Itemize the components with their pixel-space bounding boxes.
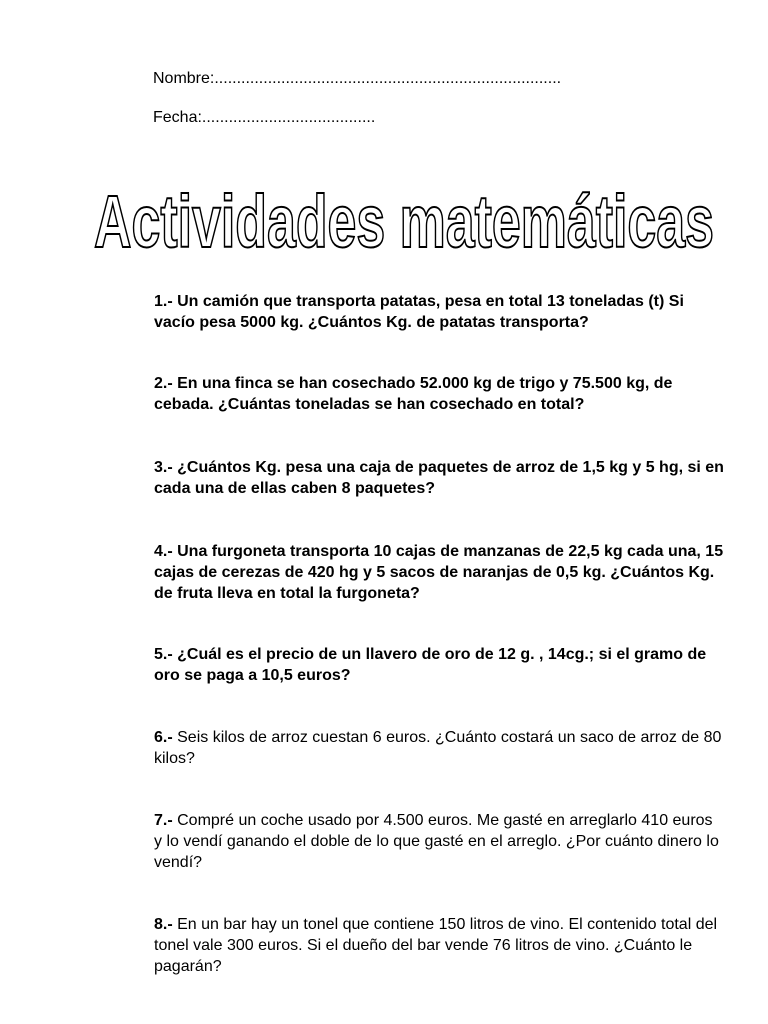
problem-text: Un camión que transporta patatas, pesa en total 13 toneladas (t) Si vacío pesa 5000 kg. ¿Cuántos Kg. de patatas transporta?: [154, 293, 684, 331]
problem-text: En un bar hay un tonel que contiene 150 litros de vino. El contenido total del tonel vale 300 euros. Si el dueño del bar vende 76 litros de vino. ¿Cuánto le pagarán?: [154, 916, 718, 975]
problem-text: Compré un coche usado por 4.500 euros. Me gasté en arreglarlo 410 euros y lo vendí ganando el doble de lo que gasté en el arreglo. ¿Por cuánto dinero lo vendí?: [154, 812, 719, 871]
problem-4: [154, 541, 724, 604]
problem-number: 7.-: [154, 812, 173, 829]
problem-number: 2.-: [154, 375, 173, 392]
problem-number: 8.-: [154, 916, 173, 933]
problem-text: En una finca se han cosechado 52.000 kg de trigo y 75.500 kg, de cebada. ¿Cuántas toneladas se han cosechado en total?: [154, 375, 673, 413]
problem-1: [154, 291, 724, 333]
problem-6: [154, 727, 724, 769]
problem-text: Seis kilos de arroz cuestan 6 euros. ¿Cuánto costará un saco de arroz de 80 kilos?: [154, 729, 722, 767]
problem-2: [154, 373, 724, 415]
problem-text: ¿Cuántos Kg. pesa una caja de paquetes de arroz de 1,5 kg y 5 hg, si en cada una de ellas caben 8 paquetes?: [154, 459, 724, 497]
problem-text: Una furgoneta transporta 10 cajas de manzanas de 22,5 kg cada una, 15 cajas de cerezas de 420 hg y 5 sacos de naranjas de 0,5 kg. ¿Cuántos Kg. de fruta lleva en total la furgoneta?: [154, 543, 724, 602]
problem-number: 3.-: [154, 459, 173, 476]
problem-number: 6.-: [154, 729, 173, 746]
name-field-line: Nombre:..............................................................................: [153, 70, 562, 87]
date-field-line: Fecha:.......................................: [153, 109, 376, 126]
worksheet-title-text: Actividades matemáticas: [94, 184, 714, 260]
problem-5: [154, 644, 724, 686]
problem-text: ¿Cuál es el precio de un llavero de oro de 12 g. , 14cg.; si el gramo de oro se paga a 10,5 euros?: [154, 646, 707, 684]
problem-7: [154, 810, 724, 873]
problem-8: [154, 914, 724, 977]
worksheet-title: [0, 184, 768, 260]
problem-number: 5.-: [154, 646, 173, 663]
problem-number: 1.-: [154, 293, 173, 310]
problem-3: [154, 457, 724, 499]
problem-number: 4.-: [154, 543, 173, 560]
